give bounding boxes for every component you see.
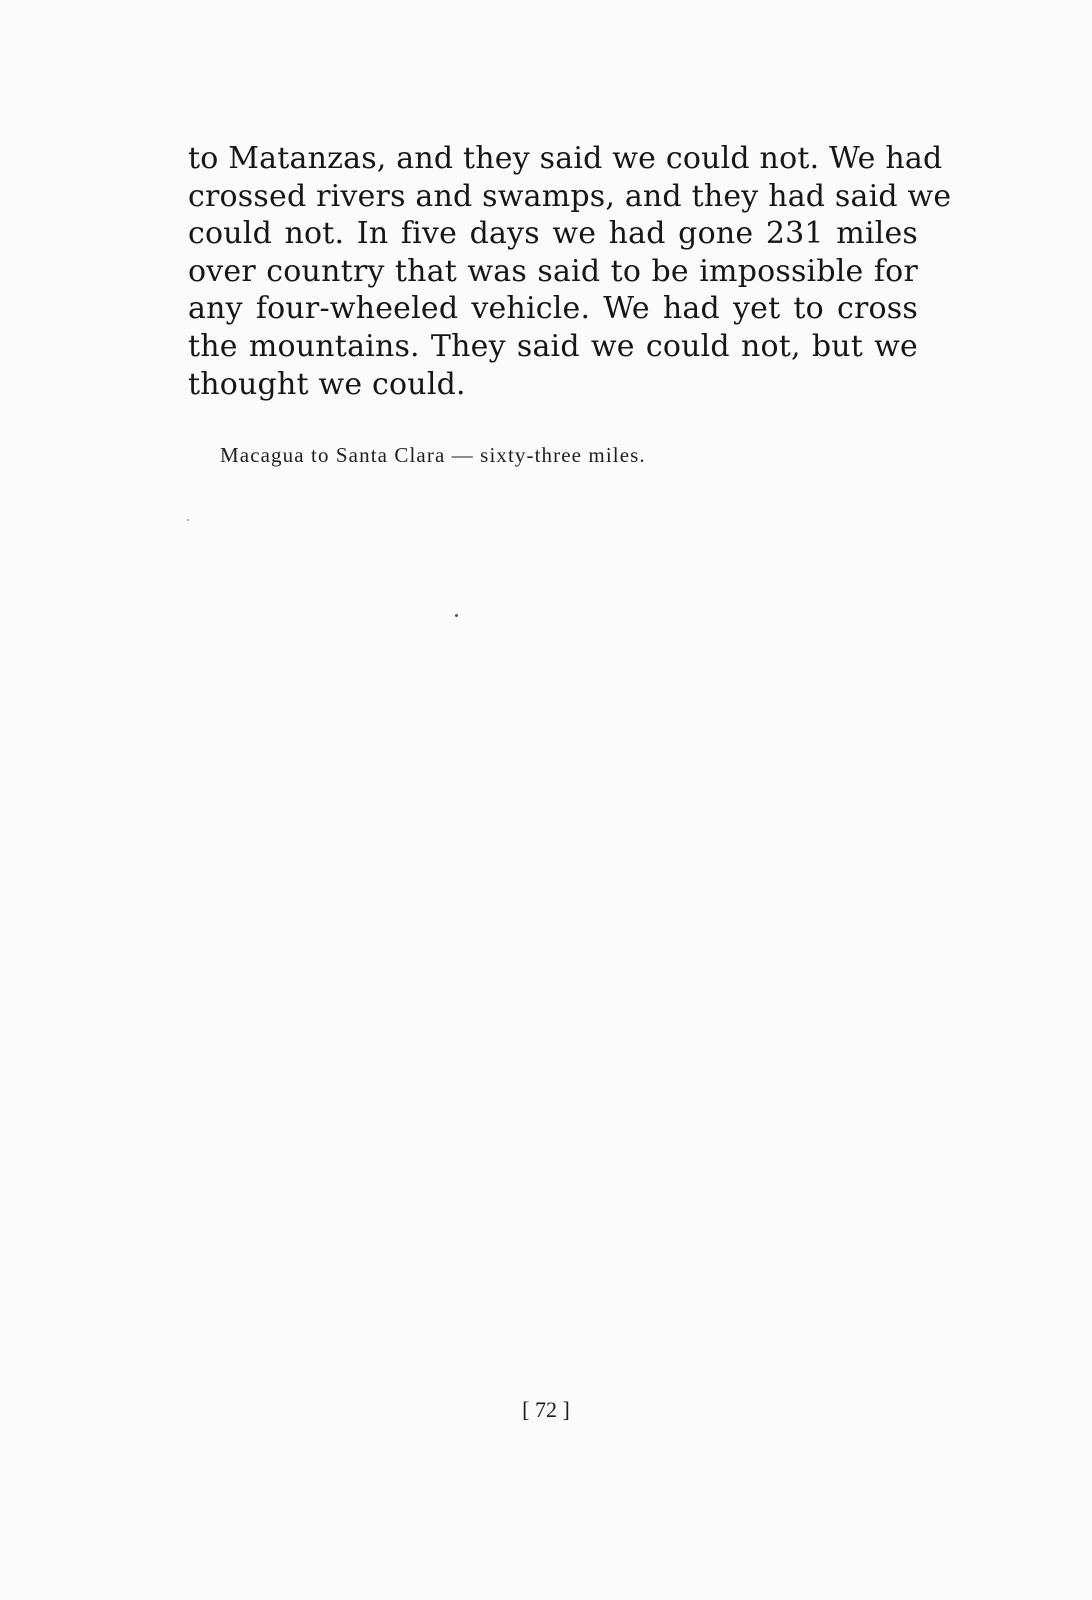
paragraph-line: thought we could. bbox=[188, 366, 466, 402]
print-speck bbox=[187, 519, 189, 521]
print-speck bbox=[455, 614, 458, 617]
paragraph-line: over country that was said to be impossible for bbox=[188, 253, 918, 289]
body-paragraph bbox=[188, 140, 952, 403]
route-caption: Macagua to Santa Clara — sixty-three miles. bbox=[220, 443, 646, 467]
paragraph-line: crossed rivers and swamps, and they had said we bbox=[188, 178, 952, 214]
page-number: [ 72 ] bbox=[522, 1397, 570, 1422]
paragraph-line: to Matanzas, and they said we could not. We had bbox=[188, 141, 943, 176]
paragraph-line: any four-wheeled vehicle. We had yet to cross bbox=[188, 291, 918, 327]
paragraph-line: the mountains. They said we could not, but we bbox=[188, 328, 918, 364]
paragraph-line: could not. In five days we had gone 231 miles bbox=[188, 216, 918, 252]
